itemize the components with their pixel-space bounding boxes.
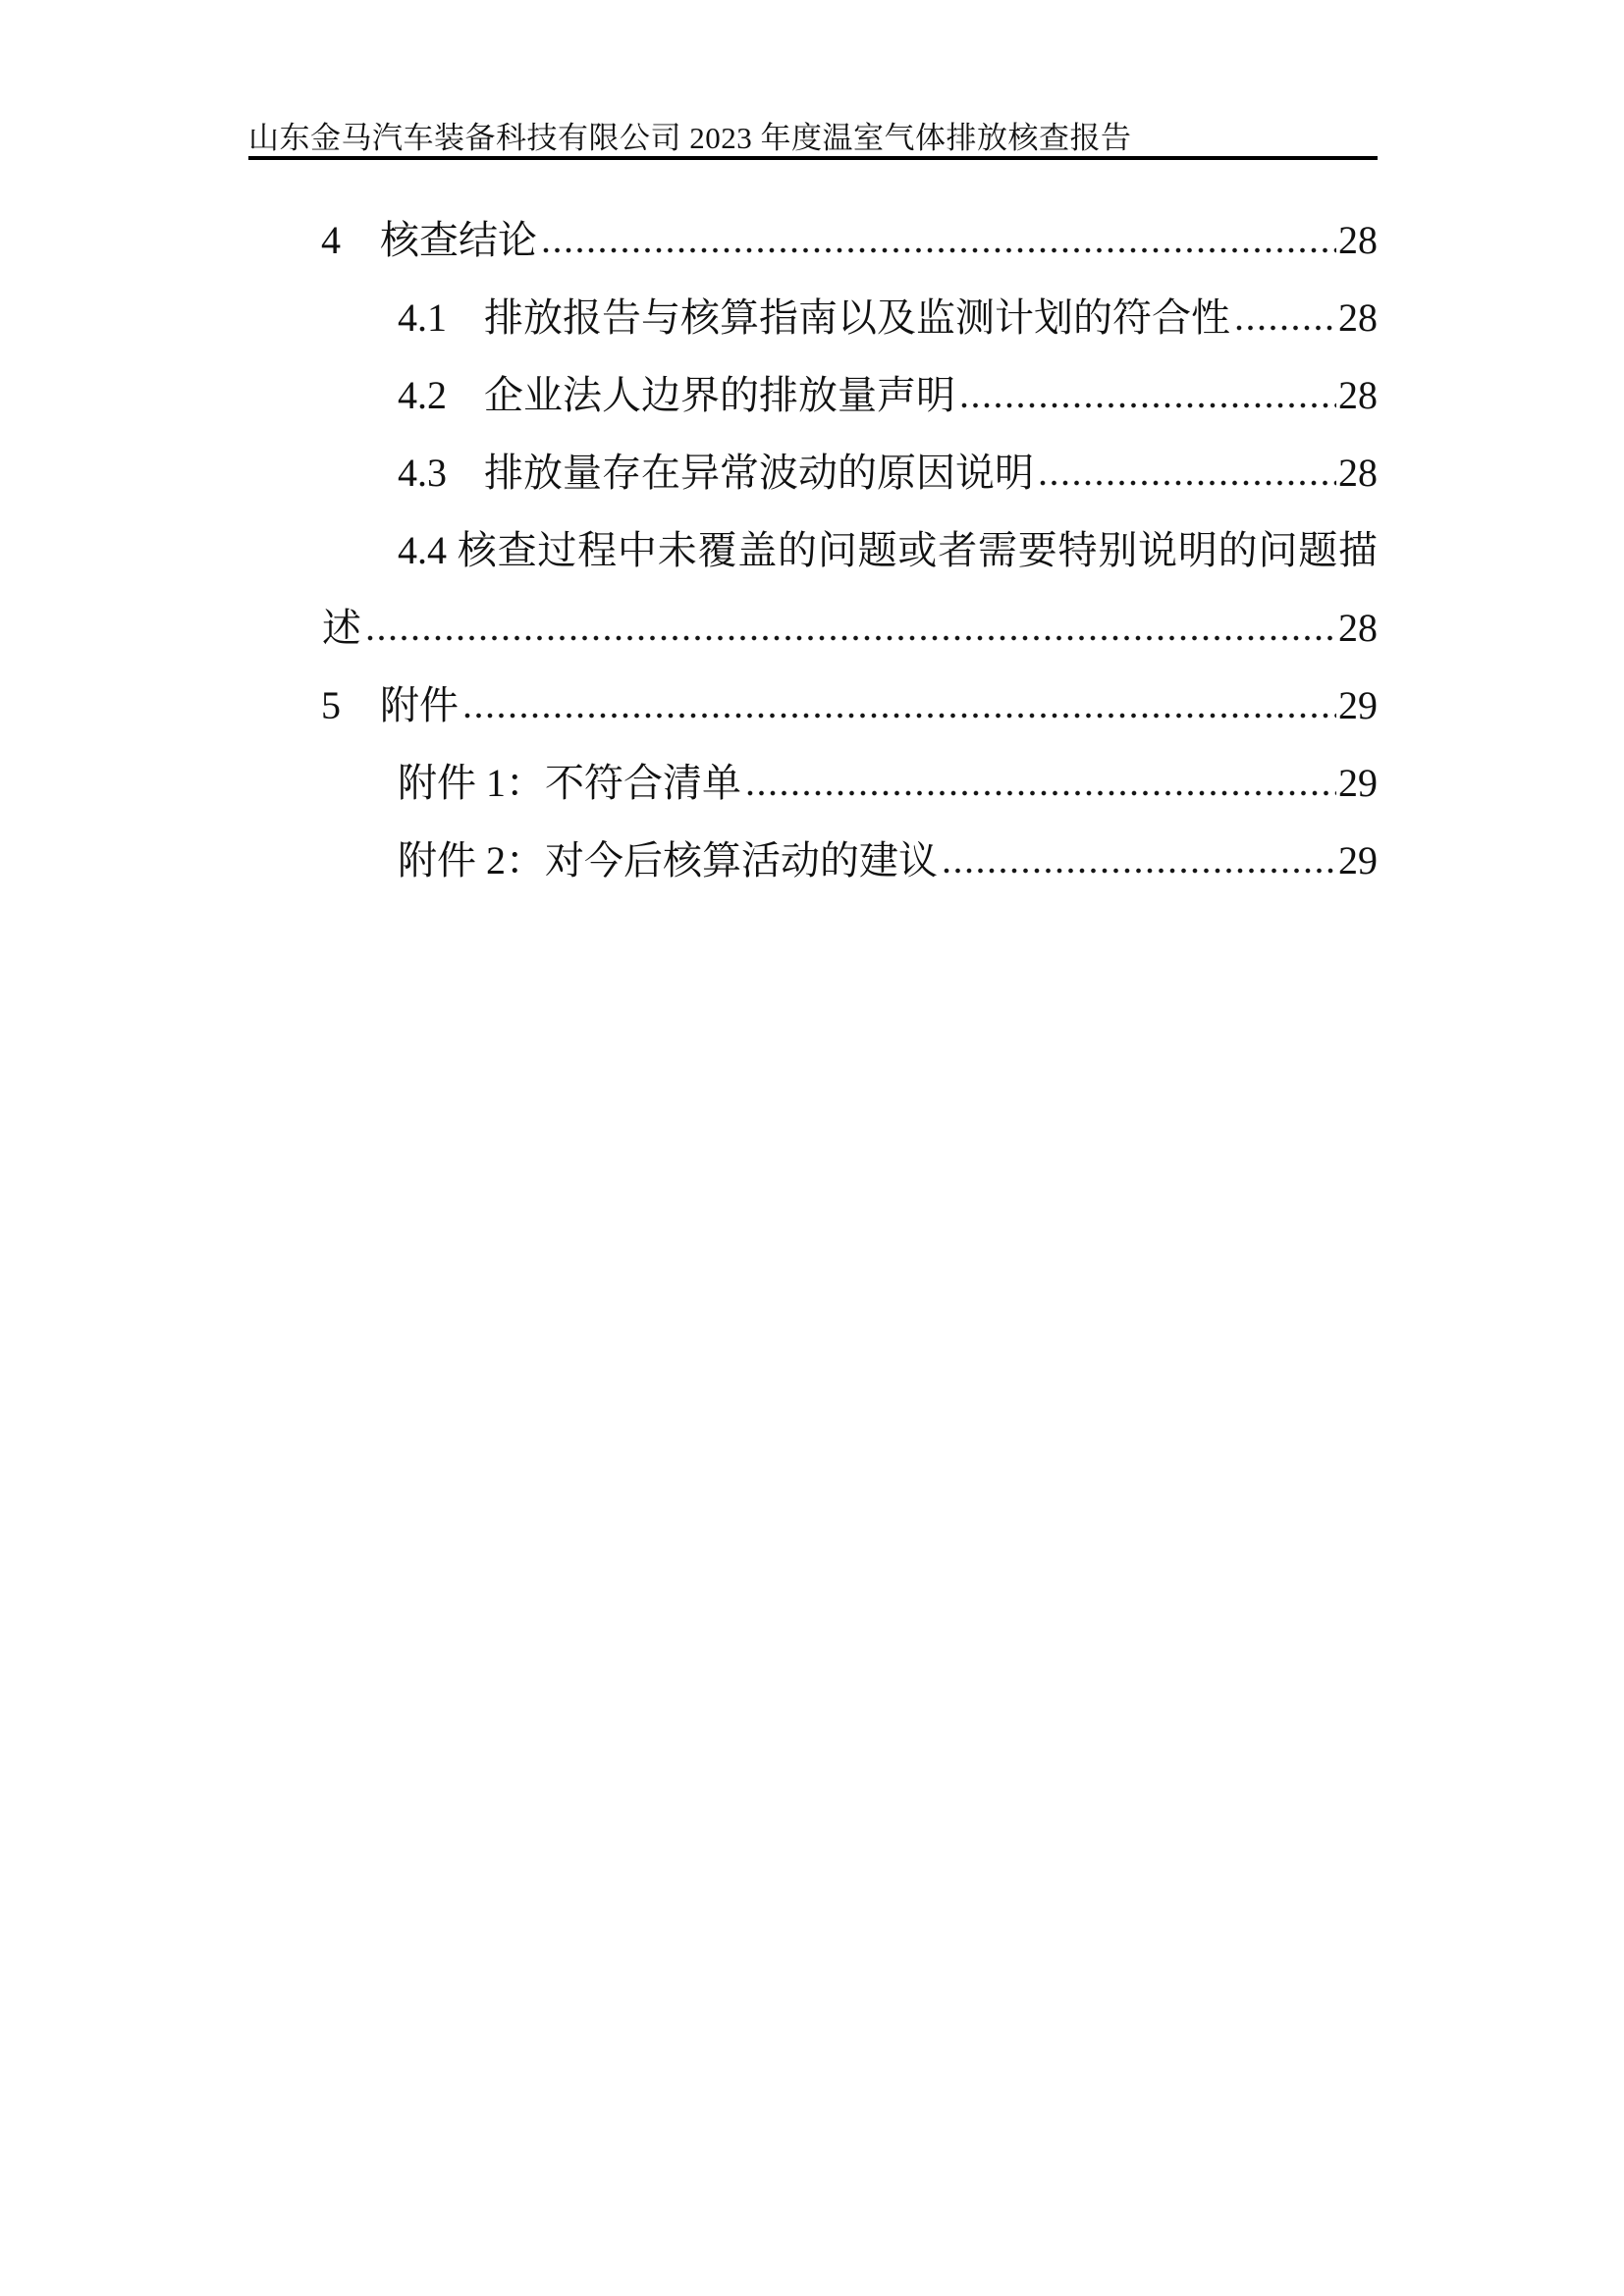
toc-entry-annex-1[interactable] bbox=[248, 744, 1378, 822]
leader-dots bbox=[1040, 434, 1336, 511]
toc-entry-page: 29 bbox=[1338, 683, 1378, 727]
toc-entry-4-4-line2[interactable] bbox=[248, 589, 1378, 667]
toc-entry-page: 29 bbox=[1338, 761, 1378, 805]
toc-entry-4-4-line1[interactable] bbox=[248, 511, 1378, 589]
toc-entry-title-continuation: 述 bbox=[322, 606, 361, 650]
toc-entry-number: 4.4 bbox=[398, 528, 447, 572]
toc-entry-title: 附件 2：对今后核算活动的建议 bbox=[398, 838, 938, 882]
toc-entry-4-1[interactable] bbox=[248, 279, 1378, 356]
table-of-contents bbox=[248, 201, 1378, 899]
toc-entry-5[interactable] bbox=[248, 667, 1378, 744]
toc-entry-4[interactable] bbox=[248, 201, 1378, 279]
toc-entry-number: 4.2 bbox=[398, 373, 447, 417]
toc-entry-number: 5 bbox=[321, 683, 341, 727]
toc-entry-title: 企业法人边界的排放量声明 bbox=[484, 373, 955, 417]
toc-entry-page: 28 bbox=[1338, 218, 1378, 262]
leader-dots bbox=[747, 744, 1336, 822]
toc-entry-page: 28 bbox=[1338, 295, 1378, 340]
toc-entry-page: 28 bbox=[1338, 373, 1378, 417]
leader-dots bbox=[464, 667, 1336, 744]
toc-entry-title: 核查结论 bbox=[380, 218, 537, 262]
toc-entry-title: 排放报告与核算指南以及监测计划的符合性 bbox=[484, 295, 1230, 340]
toc-entry-4-3[interactable] bbox=[248, 434, 1378, 511]
toc-entry-page: 29 bbox=[1338, 838, 1378, 882]
toc-entry-title: 核查过程中未覆盖的问题或者需要特别说明的问题描 bbox=[457, 528, 1379, 572]
toc-entry-title: 附件 bbox=[380, 683, 459, 727]
toc-entry-4-2[interactable] bbox=[248, 356, 1378, 434]
toc-entry-number: 4.1 bbox=[398, 295, 447, 340]
toc-entry-title: 排放量存在异常波动的原因说明 bbox=[484, 451, 1034, 495]
leader-dots bbox=[961, 356, 1336, 434]
leader-dots bbox=[944, 822, 1336, 899]
toc-entry-page: 28 bbox=[1338, 606, 1378, 650]
leader-dots bbox=[367, 589, 1336, 667]
toc-entry-number: 4.3 bbox=[398, 451, 447, 495]
toc-entry-page: 28 bbox=[1338, 451, 1378, 495]
page-header bbox=[248, 122, 1378, 160]
running-header-title: 山东金马汽车装备科技有限公司 2023 年度温室气体排放核查报告 bbox=[248, 121, 1132, 155]
leader-dots bbox=[1236, 279, 1336, 356]
toc-entry-number: 4 bbox=[321, 218, 341, 262]
leader-dots bbox=[543, 201, 1336, 279]
toc-entry-annex-2[interactable] bbox=[248, 822, 1378, 899]
toc-entry-title: 附件 1：不符合清单 bbox=[398, 761, 741, 805]
